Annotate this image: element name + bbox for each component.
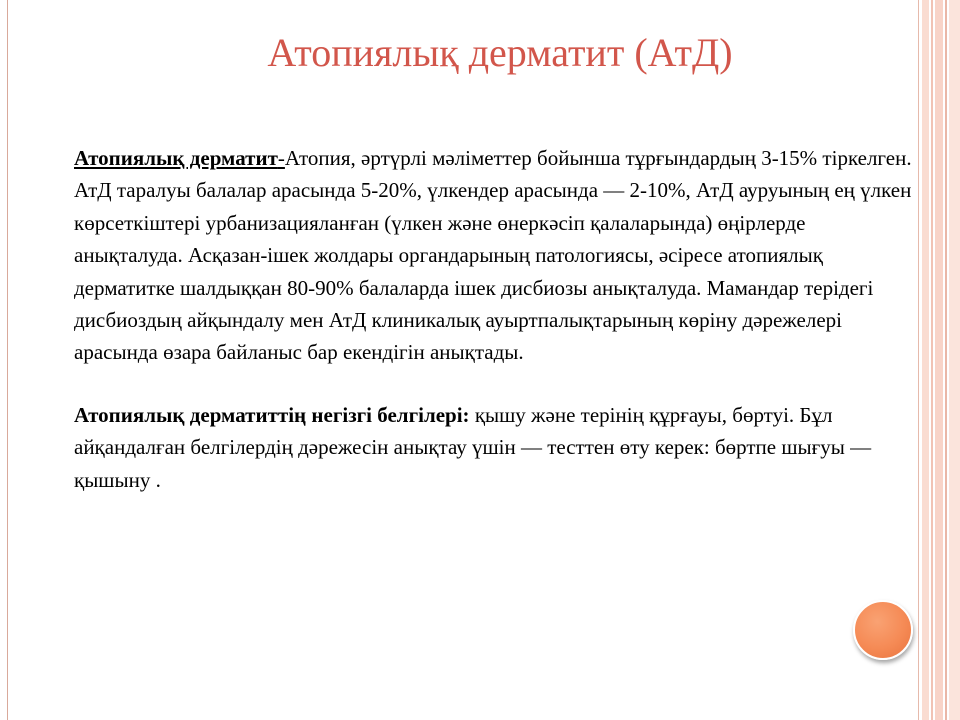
paragraph-prevalence: [74, 142, 914, 369]
left-border-line: [7, 0, 8, 720]
decorative-stripe: [945, 0, 947, 720]
decorative-stripe: [922, 0, 929, 720]
paragraph-lead-dash: -: [277, 146, 285, 170]
decorative-stripe: [918, 0, 919, 720]
decorative-circle: [853, 600, 913, 660]
paragraph-text: Атопия, әртүрлі мәліметтер бойынша тұрғындардың 3-15% тіркелген. АтД таралуы балалар арасында 5-20%, үлкендер арасында — 2-10%, АтД ауруының ең үлкен көрсеткіштері урбанизацияланған (үлкен және өнеркәсіп қалаларында) өңірлерде анықталуда. Асқазан-ішек жолдары органдарының патологиясы, әсіресе атопиялық дерматитке шалдыққан 80-90% балаларда ішек дисбиозы анықталуда. Мамандар терідегі дисбиоздың айқындалу мен АтД клиникалық ауыртпалықтарының көріну дәрежелері арасында өзара байланыс бар екендігін анықтады.: [74, 146, 912, 365]
paragraph-text: қышу және терінің құрғауы, бөртуі. Бұл айқандалған белгілердің дәрежесін анықтау үшін — тесттен өту керек: бөртпе шығуы — қышыну .: [74, 402, 872, 492]
decorative-stripe: [935, 0, 943, 720]
slide-title: Атопиялық дерматит (АтД): [267, 30, 733, 75]
paragraph-symptoms: [74, 399, 914, 496]
slide-body: [74, 142, 914, 496]
decorative-stripe: [931, 0, 933, 720]
paragraph-lead-term: Атопиялық дерматит: [74, 146, 278, 170]
decorative-stripe: [949, 0, 960, 720]
paragraph-lead-term: Атопиялық дерматиттің негізгі белгілері:: [74, 402, 470, 427]
